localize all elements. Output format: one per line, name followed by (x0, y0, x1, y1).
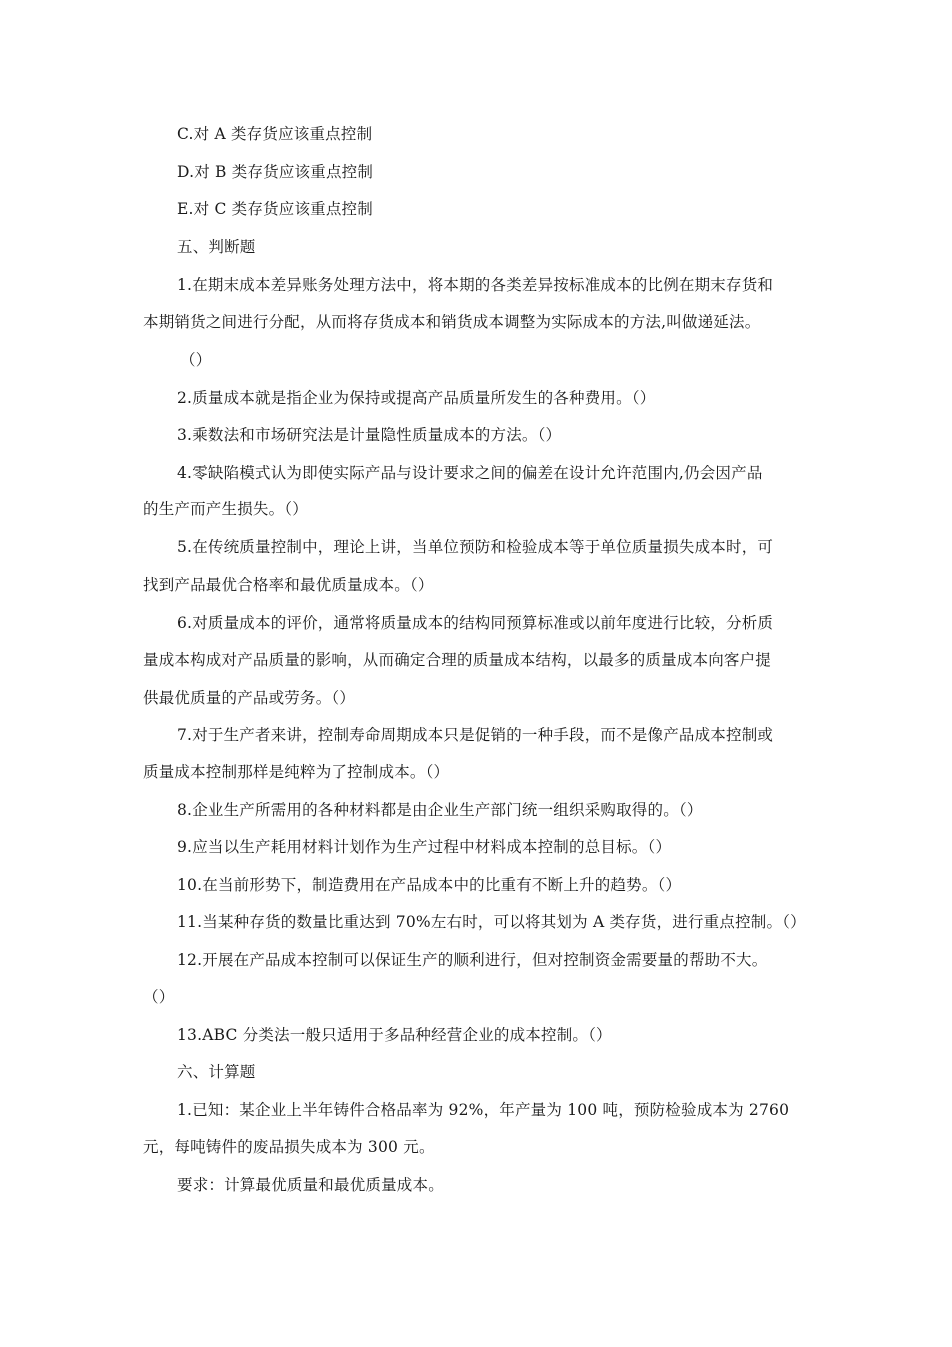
question-6-line-3: 供最优质量的产品或劳务。（） (143, 689, 356, 707)
question-4-line-1: 4.零缺陷模式认为即使实际产品与设计要求之间的偏差在设计允许范围内,仍会因产品 (177, 464, 763, 482)
question-12-line-2: （） (143, 988, 175, 1006)
option-c: C.对 A 类存货应该重点控制 (177, 125, 373, 143)
question-12-line-1: 12.开展在产品成本控制可以保证生产的顺利进行，但对控制资金需要量的帮助不大。 (177, 951, 768, 969)
section-heading-judgement: 五、判断题 (177, 238, 256, 256)
question-6-line-2: 量成本构成对产品质量的影响，从而确定合理的质量成本结构，以最多的质量成本向客户提 (143, 651, 772, 669)
section-heading-calculation: 六、计算题 (177, 1063, 256, 1081)
question-7-line-1: 7.对于生产者来讲，控制寿命周期成本只是促销的一种手段，而不是像产品成本控制或 (177, 726, 774, 744)
question-13: 13.ABC 分类法一般只适用于多品种经营企业的成本控制。（） (177, 1026, 612, 1044)
question-4-line-2: 的生产而产生损失。（） (143, 500, 308, 518)
question-8: 8.企业生产所需用的各种材料都是由企业生产部门统一组织采购取得的。（） (177, 801, 703, 819)
question-1-line-1: 1.在期末成本差异账务处理方法中，将本期的各类差异按标准成本的比例在期末存货和 (177, 276, 774, 294)
question-7-line-2: 质量成本控制那样是纯粹为了控制成本。（） (143, 763, 450, 781)
question-11: 11.当某种存货的数量比重达到 70%左右时，可以将其划为 A 类存货，进行重点控制。（） (177, 913, 806, 931)
question-6-line-1: 6.对质量成本的评价，通常将质量成本的结构同预算标准或以前年度进行比较，分析质 (177, 614, 774, 632)
calc-requirement: 要求：计算最优质量和最优质量成本。 (177, 1176, 444, 1194)
calc-question-1-line-1: 1.已知：某企业上半年铸件合格品率为 92%，年产量为 100 吨，预防检验成本为 2760 (177, 1101, 790, 1119)
calc-question-1-line-2: 元，每吨铸件的废品损失成本为 300 元。 (143, 1138, 435, 1156)
question-9: 9.应当以生产耗用材料计划作为生产过程中材料成本控制的总目标。（） (177, 838, 672, 856)
question-10: 10.在当前形势下，制造费用在产品成本中的比重有不断上升的趋势。（） (177, 876, 682, 894)
question-3: 3.乘数法和市场研究法是计量隐性质量成本的方法。（） (177, 426, 562, 444)
question-1-line-2: 本期销货之间进行分配，从而将存货成本和销货成本调整为实际成本的方法,叫做递延法。 (143, 313, 761, 331)
question-5-line-1: 5.在传统质量控制中，理论上讲，当单位预防和检验成本等于单位质量损失成本时，可 (177, 538, 774, 556)
question-5-line-2: 找到产品最优合格率和最优质量成本。（） (143, 576, 434, 594)
question-1-line-3: （） (180, 351, 212, 369)
option-d: D.对 B 类存货应该重点控制 (177, 163, 374, 181)
option-e: E.对 C 类存货应该重点控制 (177, 200, 373, 218)
question-2: 2.质量成本就是指企业为保持或提高产品质量所发生的各种费用。（） (177, 389, 656, 407)
